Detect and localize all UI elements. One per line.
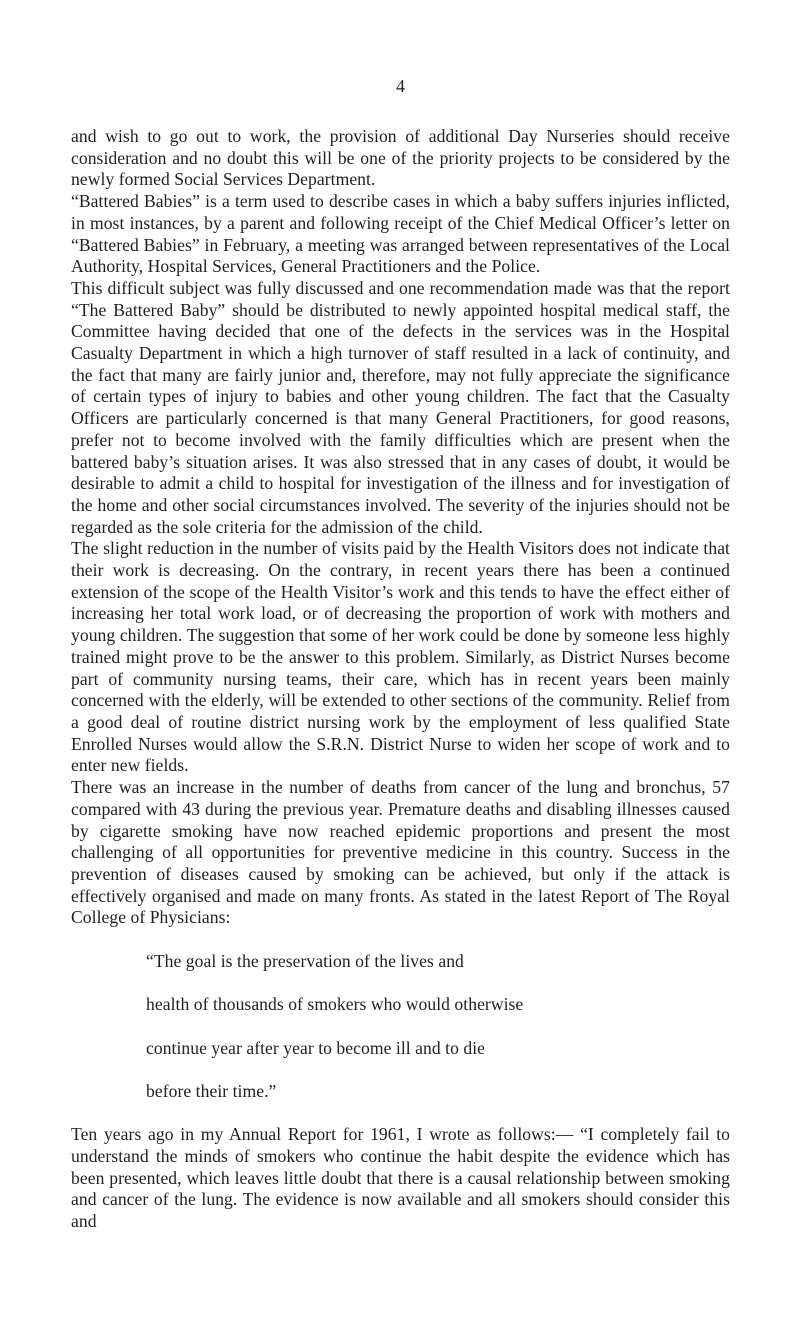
quote-line: “The goal is the preservation of the lives and: [146, 950, 464, 971]
quote-line: before their time.”: [146, 1080, 277, 1101]
paragraph-lung-cancer: There was an increase in the number of deaths from cancer of the lung and bronchus, 57 compared with 43 during the previous year. Premature deaths and disabling illnesses caused by cigarette smoking have now reached epidemic proportions and present the most challenging of all opportunities for preventive medicine in this country. Success in the prevention of diseases caused by smoking can be achieved, but only if the attack is effectively organised and made on many fronts. As stated in the latest Report of The Royal College of Physicians:: [71, 777, 730, 928]
royal-college-quote: [71, 929, 730, 1124]
paragraph-battered-babies-recommendation: This difficult subject was fully discussed and one recommendation made was that the report “The Battered Baby” should be distributed to newly appointed hospital medical staff, the Committee having decided that one of the defects in the services was in the Hospital Casualty Department in which a high turnover of staff resulted in a lack of continuity, and the fact that many are fairly junior and, therefore, may not fully appreciate the significance of certain types of injury to babies and other young children. The fact that the Casualty Officers are particularly concerned is that many General Practitioners, for good reasons, prefer not to become involved with the family difficulties which are present when the battered baby’s situation arises. It was also stressed that in any cases of doubt, it would be desirable to admit a child to hospital for investigation of the illness and for investigation of the home and other social circumstances involved. The severity of the injuries should not be regarded as the sole criteria for the admission of the child.: [71, 277, 730, 537]
page-number: 4: [396, 76, 405, 96]
quote-line: continue year after year to become ill and to die: [146, 1037, 486, 1058]
paragraph-annual-report-1961: Ten years ago in my Annual Report for 1961, I wrote as follows:— “I completely fail to understand the minds of smokers who continue the habit despite the evidence which has been presented, which leaves little doubt that there is a causal relationship between smoking and cancer of the lung. The evidence is now available and all smokers should consider this and: [71, 1124, 730, 1232]
paragraph-health-visitors: The slight reduction in the number of visits paid by the Health Visitors does not indicate that their work is decreasing. On the contrary, in recent years there has been a continued extension of the scope of the Health Visitor’s work and this tends to have the effect either of increasing her total work load, or of decreasing the proportion of work with mothers and young children. The suggestion that some of her work could be done by someone less highly trained might prove to be the answer to this problem. Similarly, as District Nurses become part of community nursing teams, their care, which has in recent years been mainly concerned with the elderly, will be extended to other sections of the community. Relief from a good deal of routine district nursing work by the employment of less qualified State Enrolled Nurses would allow the S.R.N. District Nurse to widen her scope of work and to enter new fields.: [71, 538, 730, 776]
quote-line: health of thousands of smokers who would otherwise: [146, 994, 524, 1015]
document-body: [71, 126, 730, 1233]
paragraph-day-nurseries: and wish to go out to work, the provision of additional Day Nurseries should receive consideration and no doubt this will be one of the priority projects to be considered by the newly formed Social Services Department.: [71, 126, 730, 190]
paragraph-battered-babies-definition: “Battered Babies” is a term used to describe cases in which a baby suffers injuries inflicted, in most instances, by a parent and following receipt of the Chief Medical Officer’s letter on “Battered Babies” in February, a meeting was arranged between representatives of the Local Authority, Hospital Services, General Practitioners and the Police.: [71, 191, 730, 277]
